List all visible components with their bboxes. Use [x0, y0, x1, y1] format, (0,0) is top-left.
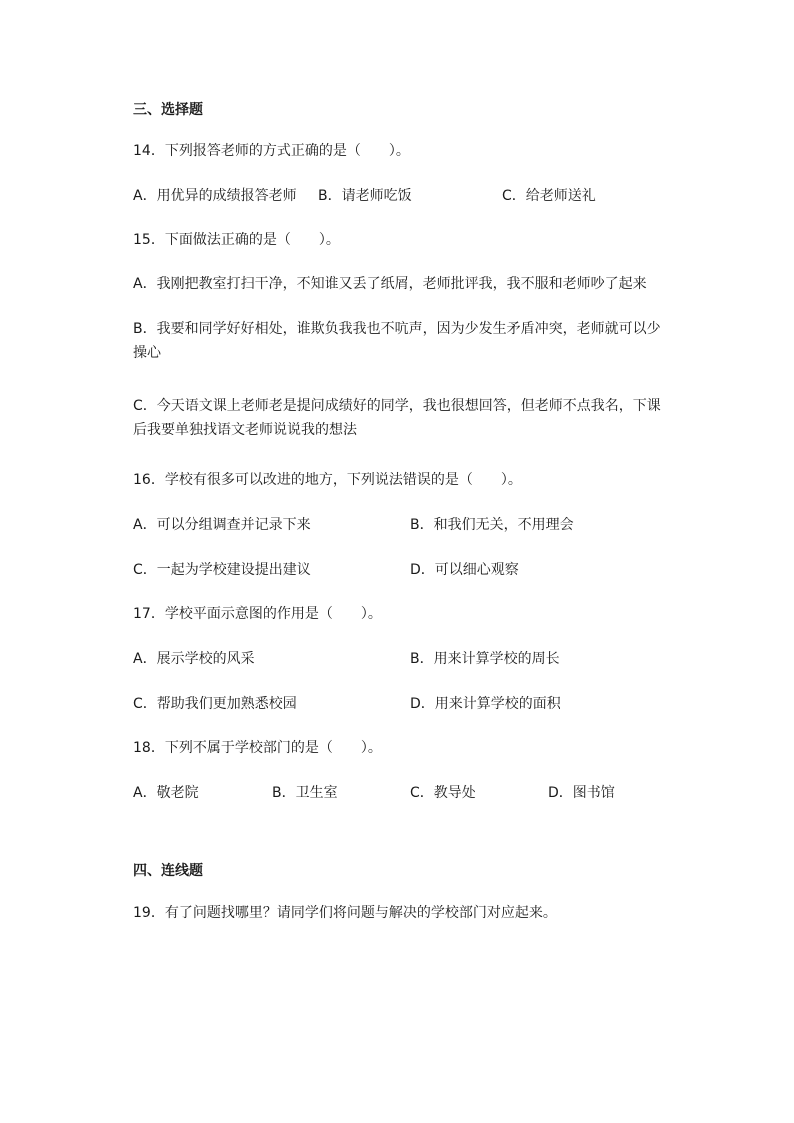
question-18-option-a: A．敬老院: [133, 785, 199, 801]
question-14-option-b: B．请老师吃饭: [318, 188, 412, 204]
question-18-option-b: B．卫生室: [272, 785, 338, 801]
question-15-option-a: A．我刚把教室打扫干净，不知谁又丢了纸屑，老师批评我，我不服和老师吵了起来: [133, 276, 647, 292]
section-title-choice: 三、选择题: [133, 102, 203, 118]
question-17-option-c: C．帮助我们更加熟悉校园: [133, 696, 297, 712]
question-18-option-d: D．图书馆: [548, 785, 615, 801]
question-18-stem: 18．下列不属于学校部门的是（ ）。: [133, 740, 382, 756]
section-title-matching: 四、连线题: [133, 863, 203, 879]
question-17-stem: 17．学校平面示意图的作用是（ ）。: [133, 606, 382, 622]
question-18-option-c: C．教导处: [410, 785, 476, 801]
question-19-stem: 19．有了问题找哪里？请同学们将问题与解决的学校部门对应起来。: [133, 905, 557, 921]
question-15-stem: 15．下面做法正确的是（ ）。: [133, 232, 340, 248]
question-15-option-b: B．我要和同学好好相处，谁欺负我我也不吭声，因为少发生矛盾冲突，老师就可以少操心: [133, 321, 661, 361]
question-16-option-d: D．可以细心观察: [410, 562, 519, 578]
question-16-stem: 16．学校有很多可以改进的地方，下列说法错误的是（ ）。: [133, 472, 522, 488]
question-16-option-b: B．和我们无关，不用理会: [410, 517, 574, 533]
question-14-option-a: A．用优异的成绩报答老师: [133, 188, 297, 204]
question-15-option-c: C．今天语文课上老师老是提问成绩好的同学，我也很想回答，但老师不点我名，下课后我要单独找语文老师说说我的想法: [133, 398, 661, 438]
question-14-stem: 14．下列报答老师的方式正确的是（ ）。: [133, 143, 410, 159]
question-17-option-d: D．用来计算学校的面积: [410, 696, 561, 712]
question-17-option-a: A．展示学校的风采: [133, 651, 255, 667]
question-16-option-a: A．可以分组调查并记录下来: [133, 517, 311, 533]
question-16-option-c: C．一起为学校建设提出建议: [133, 562, 311, 578]
question-14-option-c: C．给老师送礼: [502, 188, 596, 204]
question-17-option-b: B．用来计算学校的周长: [410, 651, 560, 667]
